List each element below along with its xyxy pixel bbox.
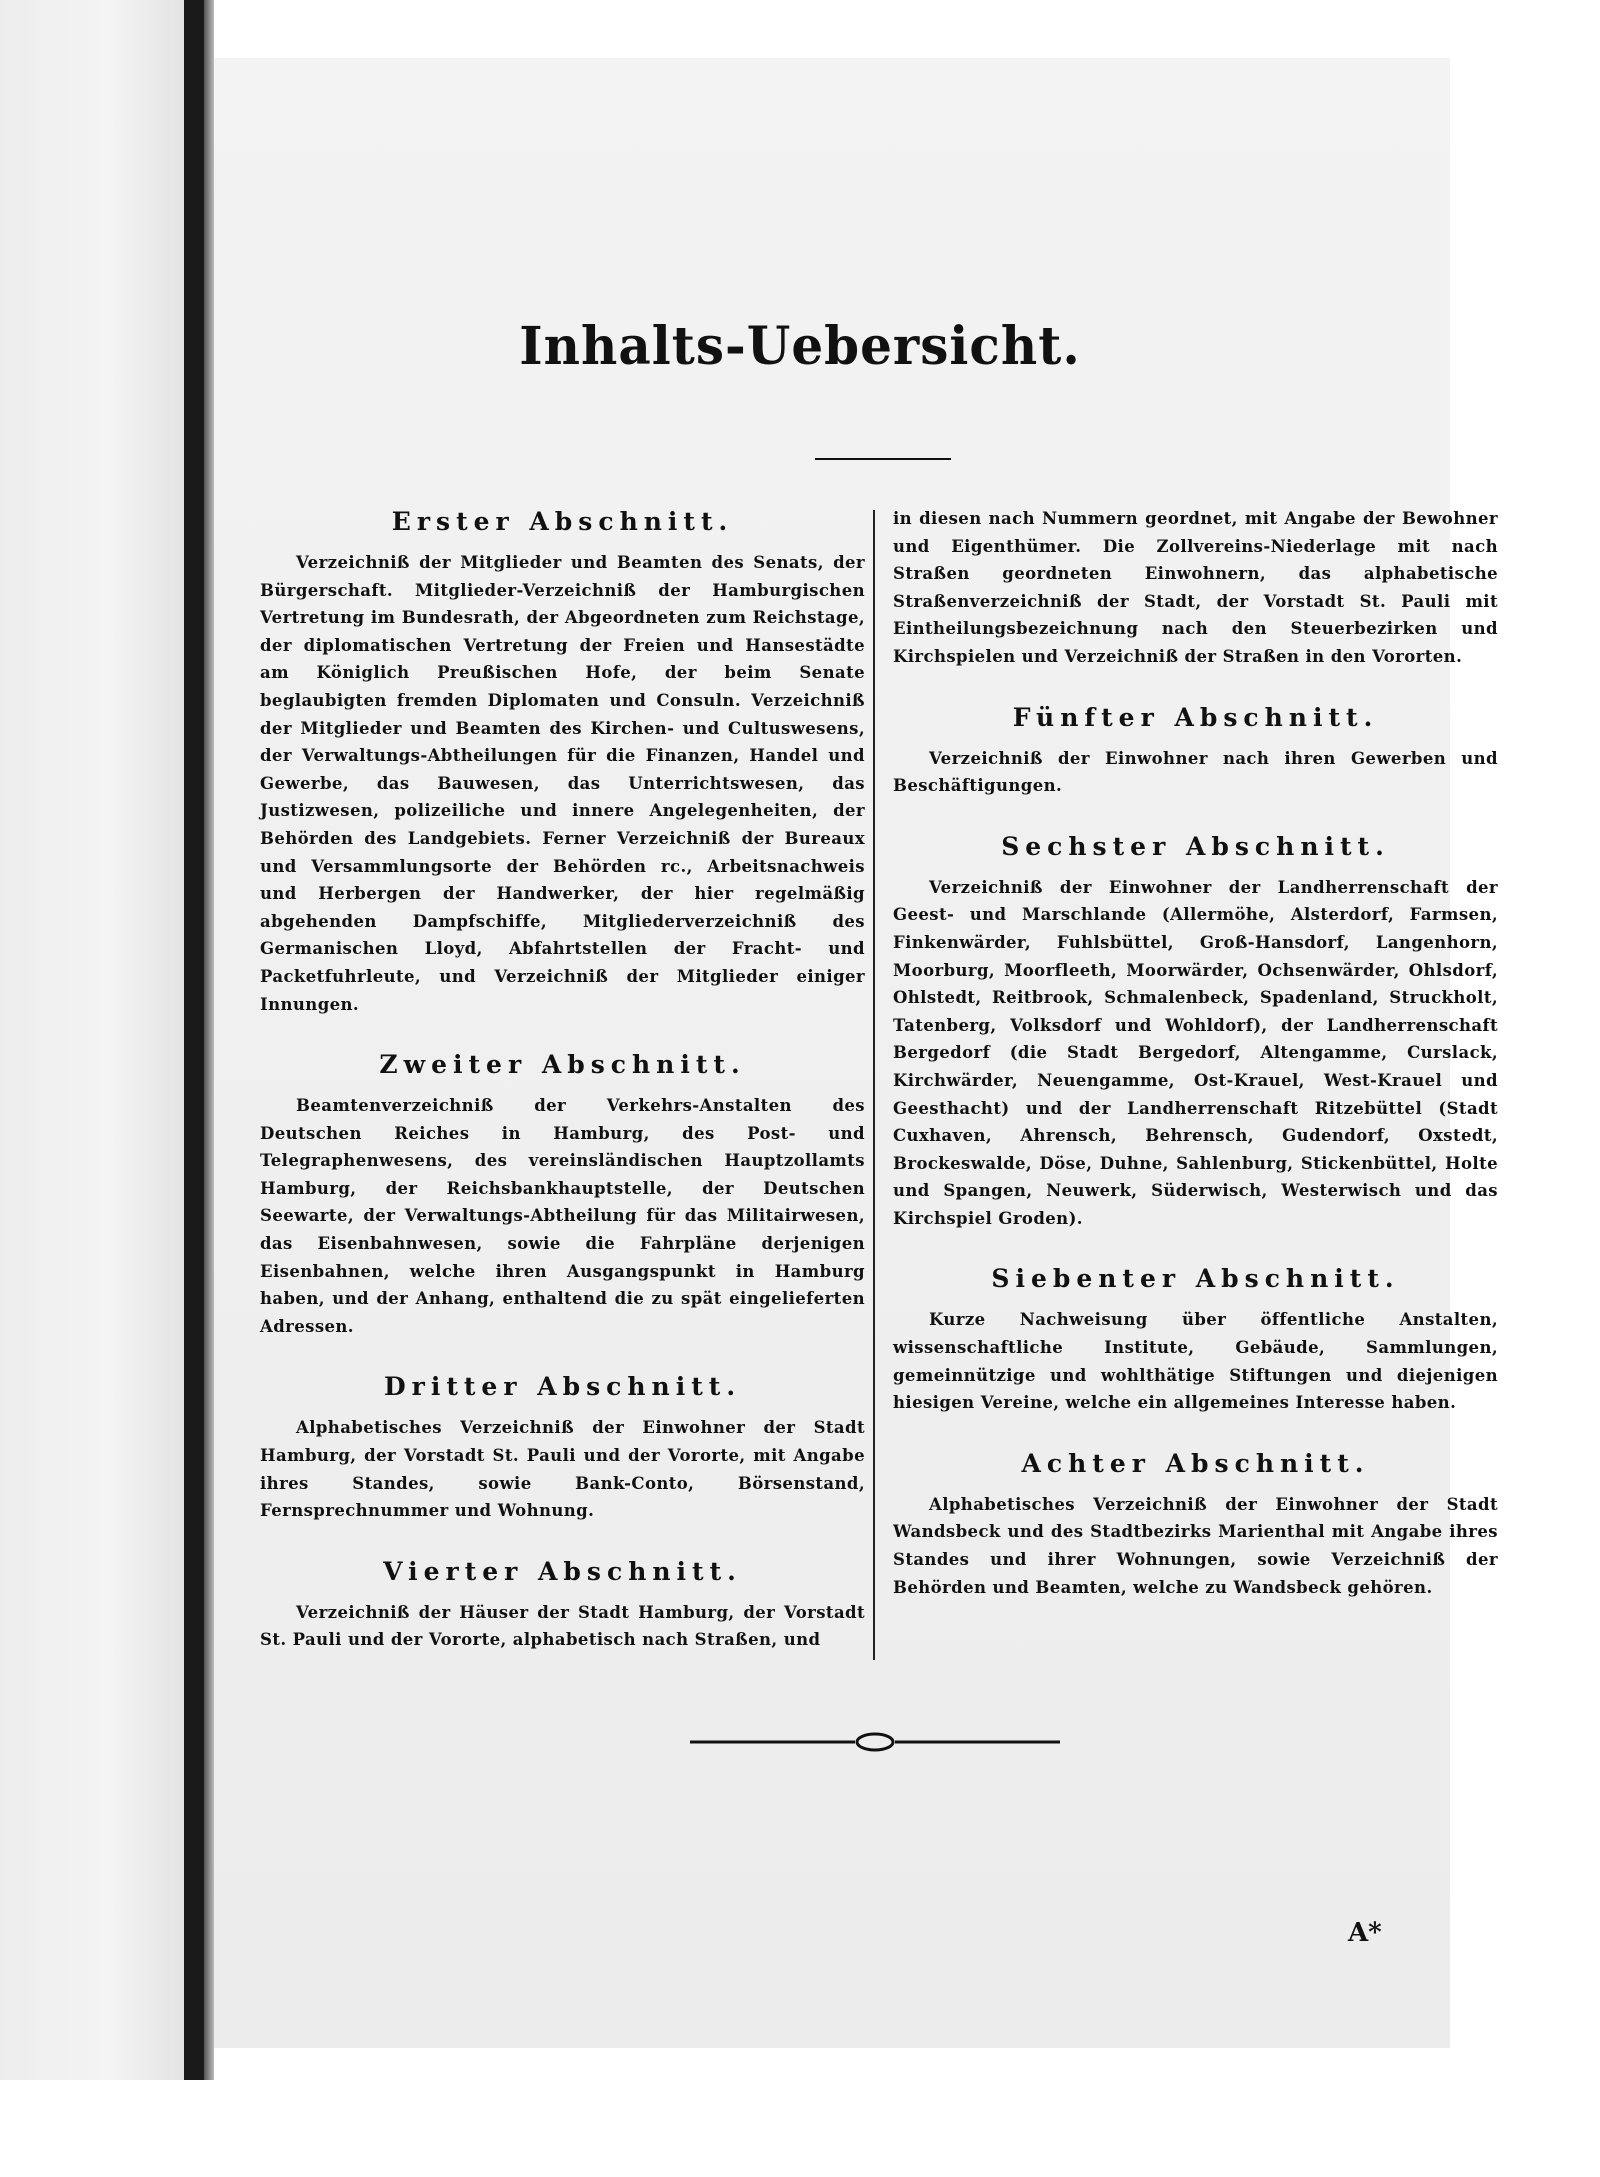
section-text: Verzeichniß der Einwohner nach ihren Gewerben und Beschäftigungen.: [893, 748, 1498, 796]
section-heading: Sechster Abschnitt.: [1001, 831, 1390, 861]
section-heading: Dritter Abschnitt.: [383, 1372, 742, 1402]
section-heading: Achter Abschnitt.: [1021, 1448, 1370, 1478]
section-text: Alphabetisches Verzeichniß der Einwohner der Stadt Hamburg, der Vorstadt St. Pauli und der Vororte, mit Angabe ihres Standes, sowie Bank-Conto, Börsenstand, Fernsprechnummer und Wohnung.: [260, 1418, 865, 1521]
section-heading: Fünfter Abschnitt.: [1012, 702, 1379, 732]
scan-margin-bottom: [0, 2080, 1600, 2177]
section-text: Beamtenverzeichniß der Verkehrs-Anstalten des Deutschen Reiches in Hamburg, des Post- und Telegraphenwesens, des vereinsländischen Hauptzollamts Hamburg, der Reichsbankhauptstelle, der Deutschen Seewarte, der Verwaltungs-Abtheilung für das Militairwesen, das Eisenbahnwesen, sowie die Fahrpläne derjenigen Eisenbahnen, welche ihren Ausgangspunkt in Hamburg haben, und der Anhang, enthaltend die zu spät eingelieferten Adressen.: [260, 1096, 865, 1336]
right-column: [893, 505, 1498, 1631]
section-2: [260, 1048, 865, 1340]
section-text: Verzeichniß der Mitglieder und Beamten des Senats, der Bürgerschaft. Mitglieder-Verzeichniß der Hamburgischen Vertretung im Bundesrath, der Abgeordneten zum Reichstage, der diplomatischen Vertretung der Freien und Hansestädte am Königlich Preußischen Hofe, der beim Senate beglaubigten fremden Diplomaten und Consuln. Verzeichniß der Mitglieder und Beamten des Kirchen- und Cultuswesens, der Verwaltungs-Abtheilungen für die Finanzen, Handel und Gewerbe, das Bauwesen, das Unterrichtswesen, das Justizwesen, polizeiliche und innere Angelegenheiten, der Behörden des Landgebiets. Ferner Verzeichniß der Bureaux und Versammlungsorte der Behörden rc., Arbeitsnachweis und Herbergen der Handwerker, der hier regelmäßig abgehenden Dampfschiffe, Mitgliederverzeichniß des Germanischen Lloyd, Abfahrtstellen der Fracht- und Packetfuhrleute, und Verzeichniß der Mitglieder einiger Innungen.: [260, 553, 865, 1014]
section-text: Verzeichniß der Häuser der Stadt Hamburg, der Vorstadt St. Pauli und der Vororte, alphabetisch nach Straßen, und: [260, 1602, 865, 1650]
section-6: [893, 830, 1498, 1233]
book-spine: [184, 0, 204, 2080]
end-ornament: [690, 1730, 1060, 1754]
section-4: [260, 1555, 865, 1654]
section-heading: Zweiter Abschnitt.: [379, 1050, 746, 1080]
left-column: [260, 505, 865, 1684]
page-title: Inhalts-Uebersicht.: [519, 314, 1081, 377]
section-heading: Vierter Abschnitt.: [383, 1556, 742, 1586]
book-gutter: [204, 0, 214, 2080]
section-4-continued: [893, 505, 1498, 671]
section-text: in diesen nach Nummern geordnet, mit Angabe der Bewohner und Eigenthümer. Die Zollvereins-Niederlage mit nach Straßen geordneten Einwohnern, das alphabetische Straßenverzeichniß der Stadt, der Vorstadt St. Pauli mit Eintheilungsbezeichnung nach den Steuerbezirken und Kirchspielen und Verzeichniß der Straßen in den Vororten.: [893, 509, 1498, 666]
section-8: [893, 1447, 1498, 1601]
title-rule: [815, 458, 951, 460]
section-text: Alphabetisches Verzeichniß der Einwohner der Stadt Wandsbeck und des Stadtbezirks Marienthal mit Angabe ihres Standes und ihrer Wohnungen, sowie Verzeichniß der Behörden und Beamten, welche zu Wandsbeck gehören.: [893, 1494, 1498, 1597]
section-3: [260, 1370, 865, 1524]
section-text: Kurze Nachweisung über öffentliche Anstalten, wissenschaftliche Institute, Gebäude, Sammlungen, gemeinnützige und wohlthätige Stiftungen und diejenigen hiesigen Vereine, welche ein allgemeines Interesse haben.: [893, 1310, 1498, 1413]
facing-page: [0, 0, 184, 2080]
section-text: Verzeichniß der Einwohner der Landherrenschaft der Geest- und Marschlande (Allermöhe, Alsterdorf, Farmsen, Finkenwärder, Fuhlsbüttel, Groß-Hansdorf, Langenhorn, Moorburg, Moorfleeth, Moorwärder, Ochsenwärder, Ohlsdorf, Ohlstedt, Reitbrook, Schmalenbeck, Spadenland, Struckholt, Tatenberg, Volksdorf und Wohldorf), der Landherrenschaft Bergedorf (die Stadt Bergedorf, Altengamme, Curslack, Kirchwärder, Neuengamme, Ost-Krauel, West-Krauel und Geesthacht) und der Landherrenschaft Ritzebüttel (Stadt Cuxhaven, Ahrensch, Behrensch, Gudendorf, Oxstedt, Brockeswalde, Döse, Duhne, Sahlenburg, Stickenbüttel, Holte und Spangen, Neuwerk, Süderwisch, Westerwisch und das Kirchspiel Groden).: [893, 877, 1498, 1228]
section-heading: Erster Abschnitt.: [391, 507, 734, 536]
signature-mark: A*: [1348, 1918, 1382, 1948]
section-1: [260, 505, 865, 1018]
section-heading: Siebenter Abschnitt.: [991, 1264, 1400, 1294]
column-divider: [873, 510, 875, 1660]
section-5: [893, 701, 1498, 800]
section-7: [893, 1262, 1498, 1416]
